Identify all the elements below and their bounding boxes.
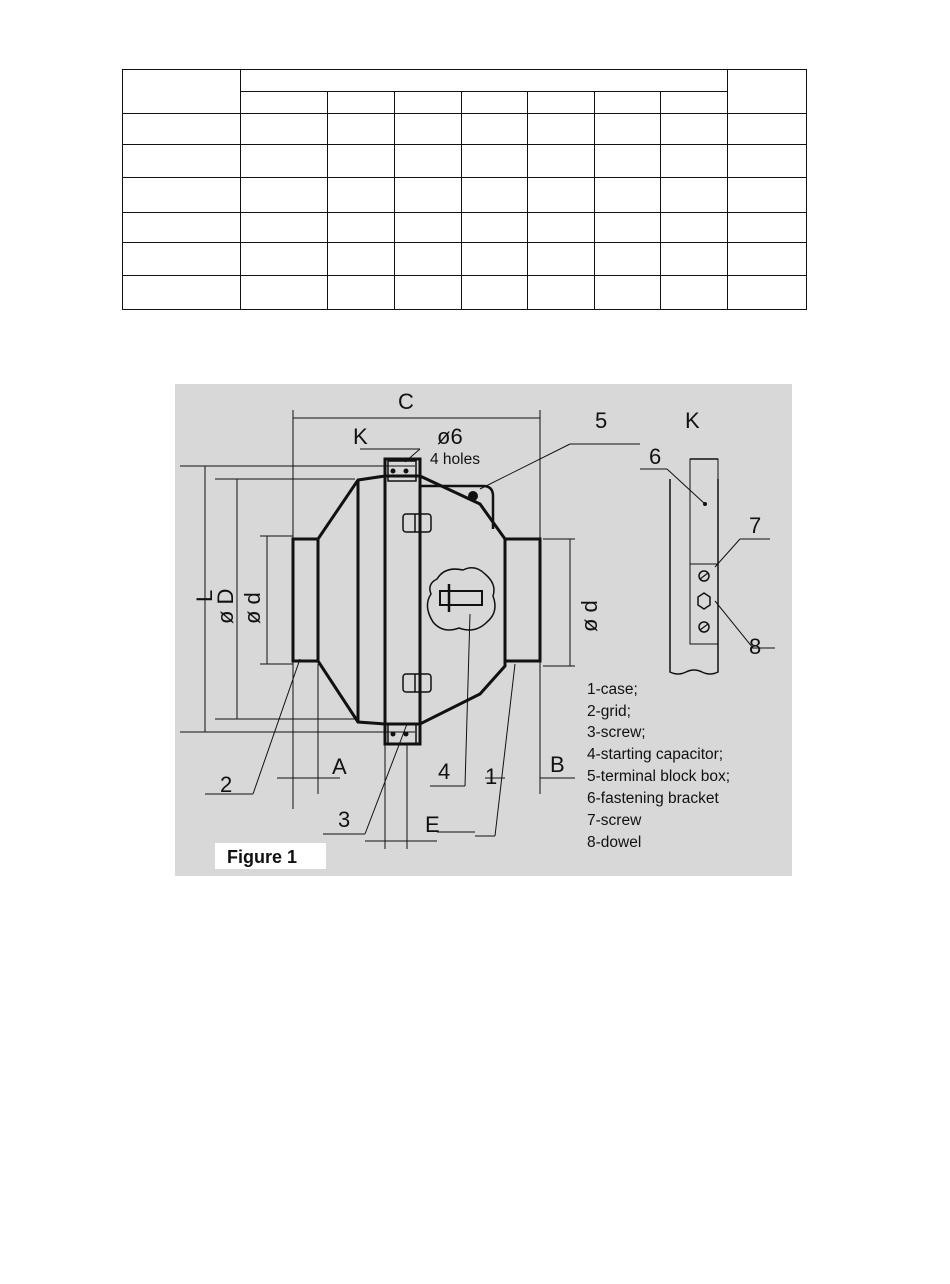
table-header-row bbox=[123, 70, 807, 92]
dim-b-label: B bbox=[550, 752, 565, 777]
legend-item: 5-terminal block box; bbox=[587, 768, 731, 785]
table-row bbox=[123, 114, 807, 145]
dimensions-table bbox=[122, 69, 807, 310]
callout-1: 1 bbox=[485, 764, 498, 789]
legend-item: 2-grid; bbox=[587, 703, 631, 720]
dim-c-label: C bbox=[398, 389, 414, 414]
dim-inner-diameter-left-label: ø d bbox=[240, 592, 265, 624]
callout-7: 7 bbox=[749, 513, 762, 538]
callout-3: 3 bbox=[338, 807, 351, 832]
callout-6: 6 bbox=[649, 444, 662, 469]
dim-outer-diameter-label: ø D bbox=[213, 588, 238, 624]
table-row bbox=[123, 178, 807, 213]
figure-caption: Figure 1 bbox=[227, 847, 298, 867]
table-cell bbox=[528, 92, 595, 114]
dim-a-label: A bbox=[332, 754, 347, 779]
table-row bbox=[123, 145, 807, 178]
legend-item: 7-screw bbox=[587, 812, 642, 829]
holes-note: 4 holes bbox=[430, 451, 480, 468]
dim-inner-diameter-right-label: ø d bbox=[577, 600, 602, 632]
table-row bbox=[123, 243, 807, 276]
dim-e-label: E bbox=[425, 812, 440, 837]
detail-k-label: K bbox=[685, 408, 700, 433]
callout-2: 2 bbox=[220, 772, 233, 797]
table-cell bbox=[328, 92, 395, 114]
table-cell bbox=[462, 92, 528, 114]
legend-item: 1-case; bbox=[587, 681, 638, 698]
dim-k-label: K bbox=[353, 424, 368, 449]
dim-l-label: L bbox=[192, 589, 217, 602]
hole-diameter-label: ø6 bbox=[437, 424, 463, 449]
fan-drawing-figure bbox=[175, 384, 792, 876]
legend-item: 4-starting capacitor; bbox=[587, 746, 724, 763]
legend-item: 6-fastening bracket bbox=[587, 790, 719, 807]
table-cell bbox=[241, 92, 328, 114]
table-row bbox=[123, 213, 807, 243]
legend-item: 8-dowel bbox=[587, 834, 642, 851]
table-row bbox=[123, 276, 807, 310]
table-cell bbox=[395, 92, 462, 114]
callout-8: 8 bbox=[749, 634, 762, 659]
callout-5: 5 bbox=[595, 408, 608, 433]
table-header-cell bbox=[241, 70, 728, 92]
table-header-cell bbox=[728, 70, 807, 114]
table-cell bbox=[595, 92, 661, 114]
table-cell bbox=[661, 92, 728, 114]
table-header-cell bbox=[123, 70, 241, 114]
callout-4: 4 bbox=[438, 759, 451, 784]
legend-item: 3-screw; bbox=[587, 724, 646, 741]
